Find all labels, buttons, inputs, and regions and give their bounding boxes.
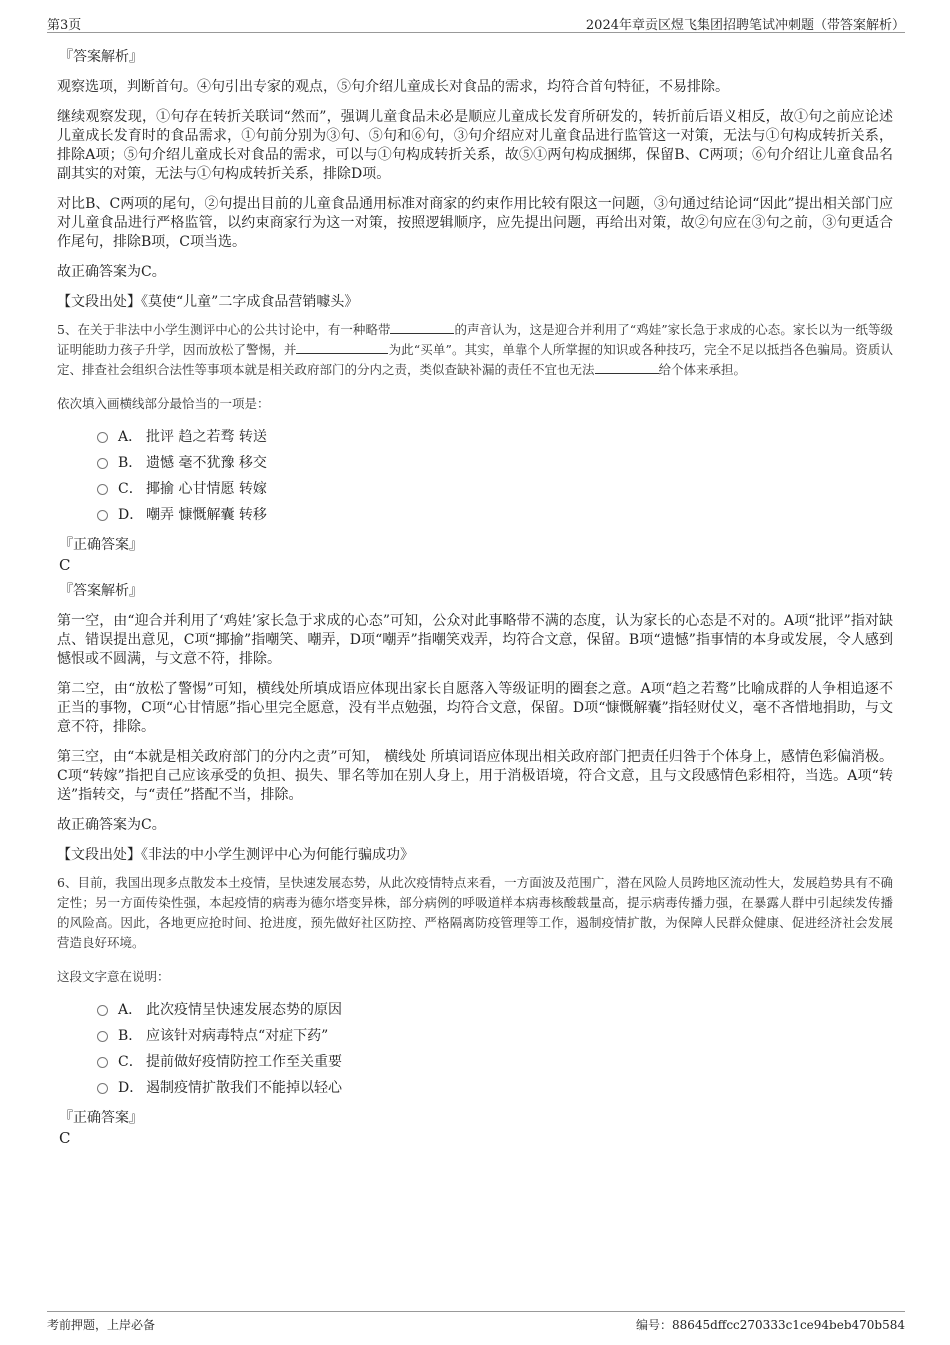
option-list — [97, 424, 893, 528]
correct-answer: C — [59, 1129, 71, 1147]
source-citation: 【文段出处】《莫使“儿童”二字成食品营销噱头》 — [57, 294, 359, 310]
analysis-paragraph: 对比B、C两项的尾句，②句提出目前的儿童食品通用标准对商家的约束作用比较有限这一问题，③句通过结论词“因此”提出相关部门应对儿童食品进行严格监管，以约束商家行为这一对策，按照逻辑顺序，应先提出问题，再给出对策，故②句应在③句之前，③句更适合作尾句，排除B项，C项当选。 — [57, 196, 893, 250]
question-prompt: 这段文字意在说明： — [57, 969, 170, 984]
option-c[interactable]: C． 揶揄 心甘情愿 转嫁 — [97, 476, 893, 502]
analysis-paragraph: 观察选项，判断首句。④句引出专家的观点，⑤句介绍儿童成长对食品的需求，均符合首句特征，不易排除。 — [57, 79, 729, 95]
radio-icon[interactable] — [97, 510, 108, 521]
radio-icon[interactable] — [97, 458, 108, 469]
fill-blank — [390, 321, 454, 334]
radio-icon[interactable] — [97, 1005, 108, 1016]
radio-icon[interactable] — [97, 1031, 108, 1042]
fill-blank — [595, 361, 659, 374]
answer-statement: 故正确答案为C。 — [57, 264, 166, 280]
option-a[interactable]: A． 此次疫情呈快速发展态势的原因 — [97, 997, 893, 1023]
correct-answer-label: 『正确答案』 — [59, 537, 143, 553]
analysis-label: 『答案解析』 — [59, 49, 143, 65]
page-footer — [47, 1311, 905, 1332]
radio-icon[interactable] — [97, 1083, 108, 1094]
fill-blank — [296, 341, 388, 354]
option-c[interactable]: C． 提前做好疫情防控工作至关重要 — [97, 1049, 893, 1075]
question-text: 6、目前，我国出现多点散发本土疫情，呈快速发展态势，从此次疫情特点来看，一方面波及范围广，潜在风险人员跨地区流动性大，发展趋势具有不确定性；另一方面传染性强，本起疫情的病毒为德尔塔变异株，部分病例的呼吸道样本病毒核酸载量高，提示病毒传播力强，在暴露人群中引起续发传播的风险高。因此，各地更应抢时间、抢进度，预先做好社区防控、严格隔离防疫管理等工作，遏制疫情扩散，为保障人民群众健康、促进经济社会发展营造良好环境。 — [57, 875, 893, 950]
analysis-paragraph: 继续观察发现，①句存在转折关联词“然而”，强调儿童食品未必是顺应儿童成长发育所研发的，转折前后语义相反，故①句之前应论述儿童成长发育时的食品需求，①句前分别为③句、⑤句和⑥句，③句介绍应对儿童食品进行监管这一对策，无法与①句构成转折关系，排除A项；⑤句介绍儿童成长对食品的需求，可以与①句构成转折关系，故⑤①两句构成捆绑，保留B、C两项；⑥句介绍让儿童食品名副其实的对策，无法与①句构成转折关系，排除D项。 — [57, 109, 893, 182]
radio-icon[interactable] — [97, 432, 108, 443]
option-d[interactable]: D． 遏制疫情扩散我们不能掉以轻心 — [97, 1075, 893, 1101]
document-id: 编号：88645dffcc270333c1ce94beb470b584 — [635, 1318, 905, 1332]
correct-answer-label: 『正确答案』 — [59, 1110, 143, 1126]
main-content — [57, 40, 893, 1153]
analysis-paragraph: 第一空，由“迎合并利用了‘鸡娃’家长急于求成的心态”可知，公众对此事略带不满的态度，认为家长的心态是不对的。A项“批评”指对缺点、错误提出意见，C项“揶揄”指嘲笑、嘲弄，D项“嘲弄”指嘲笑戏弄，均符合文意，保留。B项“遗憾”指事情的本身或发展，令人感到憾恨或不圆满，与文意不符，排除。 — [57, 613, 893, 667]
analysis-paragraph: 第三空，由“本就是相关政府部门的分内之责”可知， 横线处 所填词语应体现出相关政府部门把责任归咎于个体身上，感情色彩偏消极。C项“转嫁”指把自己应该承受的负担、损失、罪名等加在别人身上，用于消极语境，符合文意，且与文段感情色彩相符，当选。A项“转送”指转交，与“责任”搭配不当，排除。 — [57, 749, 893, 803]
option-b[interactable]: B． 应该针对病毒特点“对症下药” — [97, 1023, 893, 1049]
option-d[interactable]: D． 嘲弄 慷慨解囊 转移 — [97, 502, 893, 528]
correct-answer: C — [59, 556, 71, 574]
answer-statement: 故正确答案为C。 — [57, 817, 166, 833]
question-prompt: 依次填入画横线部分最恰当的一项是： — [57, 396, 270, 411]
footer-slogan: 考前押题，上岸必备 — [47, 1318, 156, 1332]
analysis-paragraph: 第二空，由“放松了警惕”可知，横线处所填成语应体现出家长自愿落入等级证明的圈套之意。A项“趋之若鹜”比喻成群的人争相追逐不正当的事物，C项“心甘情愿”指心里完全愿意，没有半点勉强，均符合文意，保留。D项“慷慨解囊”指轻财仗义，毫不吝惜地捐助，与文意不符，排除。 — [57, 681, 893, 735]
radio-icon[interactable] — [97, 1057, 108, 1068]
document-title: 2024年章贡区煜飞集团招聘笔试冲刺题（带答案解析） — [585, 18, 905, 33]
question-text: 5、在关于非法中小学生测评中心的公共讨论中，有一种略带 的声音认为，这是迎合并利用了“鸡娃”家长急于求成的心态。家长以为一纸等级证明能助力孩子升学，因而放松了警惕，并 为此“买单”。其实，单靠个人所掌握的知识或各种技巧，完全不足以抵挡各色骗局。资质认定、排查社会组织合法性等事项本就是相关政府部门的分内之责，类似查缺补漏的责任不宜也无法 给个体来承担。 — [57, 322, 893, 377]
option-b[interactable]: B． 遗憾 毫不犹豫 移交 — [97, 450, 893, 476]
radio-icon[interactable] — [97, 484, 108, 495]
source-citation: 【文段出处】《非法的中小学生测评中心为何能行骗成功》 — [57, 847, 414, 863]
option-a[interactable]: A． 批评 趋之若骛 转送 — [97, 424, 893, 450]
analysis-label: 『答案解析』 — [59, 583, 143, 599]
page-number: 第3页 — [47, 18, 82, 33]
option-list — [97, 997, 893, 1101]
page-header — [47, 12, 905, 33]
